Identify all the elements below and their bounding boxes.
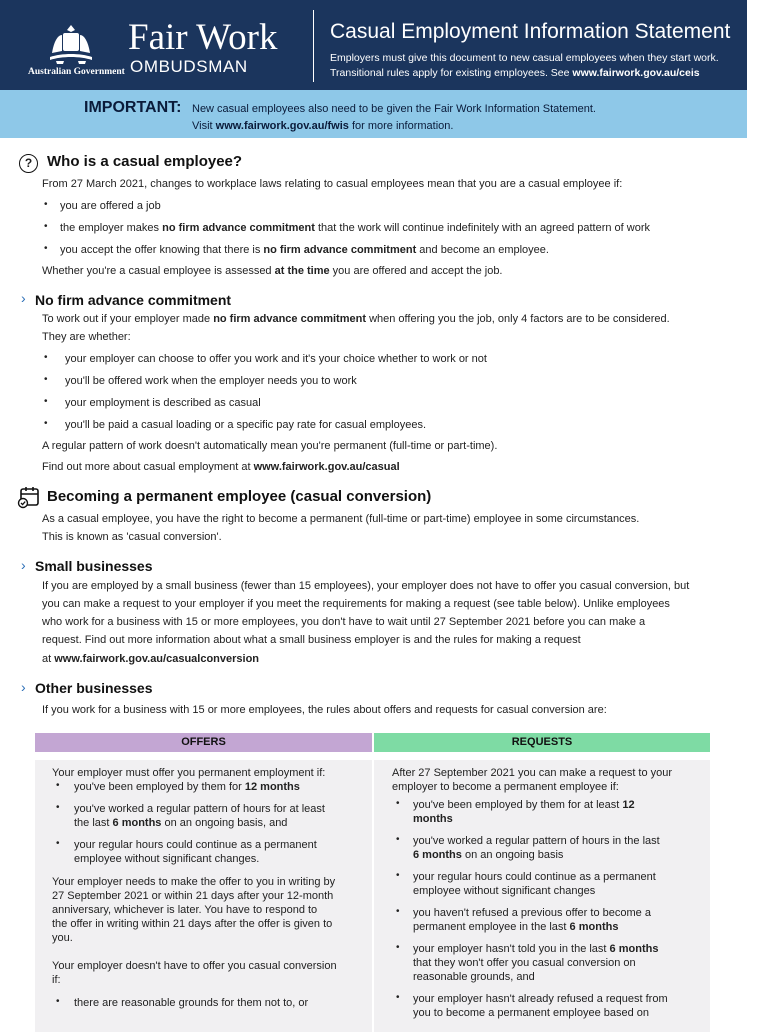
text: your employer hasn't already refused a request from: [413, 993, 668, 1005]
text: and become an employee.: [416, 244, 549, 256]
offers-header: OFFERS: [35, 733, 372, 752]
offers-bullet-4: there are reasonable grounds for them not to, or: [74, 997, 309, 1009]
s3-line1: As a casual employee, you have the right to become a permanent (full-time or part-time) employee in some circumstances.: [42, 513, 640, 525]
text: you are offered and accept the job.: [329, 265, 503, 277]
s1-bullet-2: [60, 222, 650, 234]
offers-bullet-3: [74, 838, 317, 866]
s2-line2: They are whether:: [42, 331, 131, 343]
bullet: •: [56, 802, 60, 813]
section-title-small-businesses: Small businesses: [35, 558, 153, 574]
text: Your employer needs to make the offer to you in writing by: [52, 876, 336, 888]
section-title-no-firm-commitment: No firm advance commitment: [35, 292, 232, 308]
spacer: [35, 752, 372, 760]
text: [413, 812, 635, 826]
important-line2: [192, 118, 596, 135]
text: on an ongoing basis: [461, 849, 564, 861]
text: on an ongoing basis, and: [161, 817, 288, 829]
s1-intro: From 27 March 2021, changes to workplace laws relating to casual employees mean that you are a casual employee if:: [42, 178, 623, 190]
bullet: •: [44, 221, 48, 232]
text: Whether you're a casual employee is assessed: [42, 265, 275, 277]
bullet: •: [396, 942, 400, 953]
bullet: •: [44, 243, 48, 254]
spacer: [374, 752, 710, 760]
s4-line4: request. Find out more information about what a small business employer is and the rules for making a request: [42, 634, 581, 646]
text: that the work will continue indefinitely with an agreed pattern of work: [314, 222, 651, 234]
s1-outro: [42, 265, 503, 277]
s3-line2: This is known as 'casual conversion'.: [42, 531, 222, 543]
text: at: [42, 653, 55, 665]
bullet: •: [396, 870, 400, 881]
text: Find out more about casual employment at: [42, 461, 254, 473]
bold-text: no firm advance commitment: [162, 222, 315, 234]
bullet: •: [44, 352, 48, 363]
text: your regular hours could continue as a permanent: [413, 871, 656, 883]
text: the last: [74, 817, 113, 829]
section-title-casual-conversion: Becoming a permanent employee (casual conversion): [47, 488, 432, 505]
s4-line5: [42, 653, 259, 665]
text: you've worked a regular pattern of hours in the last: [413, 835, 660, 847]
requests-body: [374, 760, 710, 1032]
bullet: •: [44, 374, 48, 385]
important-banner: [0, 90, 747, 138]
s2-line1: [42, 313, 670, 325]
text: Your employer doesn't have to offer you casual conversion: [52, 960, 337, 972]
offers-column: [35, 733, 372, 1032]
text: you've been employed by them for: [74, 781, 245, 793]
text: your regular hours could continue as a permanent: [74, 839, 317, 851]
s2-bullet-2: you'll be offered work when the employer needs you to work: [65, 375, 357, 387]
offers-bullet-1: [74, 780, 300, 794]
bullet: •: [56, 996, 60, 1007]
text: After 27 September 2021 you can make a request to your: [392, 767, 673, 779]
bullet: •: [396, 906, 400, 917]
bold-text: 6 months: [569, 921, 619, 933]
text: [74, 816, 325, 830]
s1-bullet-3: [60, 244, 549, 256]
text: [413, 942, 658, 956]
text: [413, 920, 651, 934]
text: you've worked a regular pattern of hours for at least: [74, 803, 325, 815]
text: To work out if your employer made: [42, 313, 214, 325]
s4-line2: you can make a request to your employer if you meet the requirements for making a request (see table below). Unlike employees: [42, 598, 670, 610]
bullet: •: [44, 418, 48, 429]
requests-bullet-2: [413, 834, 660, 862]
bold-text: no firm advance commitment: [263, 244, 417, 256]
s2-bullet-1: your employer can choose to offer you work and it's your choice whether to work or not: [65, 353, 487, 365]
bullet: •: [396, 834, 400, 845]
important-text: [192, 101, 596, 135]
more-info-text: for more information.: [348, 120, 454, 132]
bold-text: 6 months: [413, 849, 462, 861]
text: [413, 798, 635, 812]
s2-bullet-4: you'll be paid a casual loading or a specific pay rate for casual employees.: [65, 419, 427, 431]
fwis-link[interactable]: www.fairwork.gov.au/fwis: [215, 120, 349, 132]
offers-bullet-2: [74, 802, 325, 830]
s2-para-2: [42, 461, 400, 473]
bullet: •: [56, 780, 60, 791]
text: reasonable grounds, and: [413, 971, 535, 983]
requests-intro: [392, 766, 672, 794]
important-line1: New casual employees also need to be given the Fair Work Information Statement.: [192, 103, 596, 115]
page-title: Casual Employment Information Statement: [330, 20, 731, 43]
question-icon: ?: [19, 154, 38, 173]
brand-subtitle: OMBUDSMAN: [130, 57, 248, 76]
bold-text: 6 months: [112, 817, 162, 829]
bold-text: months: [413, 813, 453, 825]
s2-bullet-3: your employment is described as casual: [65, 397, 261, 409]
text: 27 September 2021 or within 21 days after your 12-month: [52, 890, 334, 902]
text: you've been employed by them for at least: [413, 799, 623, 811]
important-label: IMPORTANT:: [84, 99, 182, 116]
text: anniversary, whichever is later. You have to respond to: [52, 904, 318, 916]
bold-text: 12 months: [244, 781, 300, 793]
bullet: •: [44, 396, 48, 407]
text: employee without significant changes: [413, 885, 596, 897]
bullet: •: [396, 798, 400, 809]
bullet: •: [56, 838, 60, 849]
requests-column: [374, 733, 710, 1032]
text: permanent employee in the last: [413, 921, 570, 933]
government-label: Australian Government: [28, 67, 125, 77]
section-title-other-businesses: Other businesses: [35, 680, 153, 696]
casualconversion-link[interactable]: www.fairwork.gov.au/casualconversion: [54, 653, 260, 665]
text: [413, 848, 660, 862]
header-sub-line1: Employers must give this document to new casual employees when they start work.: [330, 52, 719, 64]
text: that they won't offer you casual conversion on: [413, 957, 636, 969]
requests-bullet-6: [413, 992, 668, 1020]
text: when offering you the job, only 4 factors are to be considered.: [366, 313, 670, 325]
visit-text: Visit: [192, 120, 216, 132]
header-sub-line2: [330, 66, 719, 81]
chevron-right-icon: ›: [21, 290, 26, 306]
s4-line3: who work for a business with 15 or more employees, you don't have to wait until 27 September 2021 before you can make a: [42, 616, 646, 628]
chevron-right-icon: ›: [21, 679, 26, 695]
offers-para-2: [52, 959, 337, 987]
header-divider: [313, 10, 314, 82]
header-sub-text: Transitional rules apply for existing employees. See: [330, 67, 573, 79]
coat-of-arms-icon: [46, 23, 96, 65]
text: the employer makes: [60, 222, 163, 234]
requests-bullet-5: [413, 942, 658, 984]
s1-bullet-1: you are offered a job: [60, 200, 161, 212]
offers-body: [35, 760, 372, 1032]
casual-link[interactable]: www.fairwork.gov.au/casual: [253, 461, 400, 473]
requests-bullet-4: [413, 906, 651, 934]
s5-line1: If you work for a business with 15 or more employees, the rules about offers and requests for casual conversion are:: [42, 704, 607, 716]
bold-text: 12: [622, 799, 635, 811]
requests-header: REQUESTS: [374, 733, 710, 752]
requests-bullet-1: [413, 798, 635, 826]
bullet: •: [44, 199, 48, 210]
header: [0, 0, 747, 90]
offers-intro: Your employer must offer you permanent employment if:: [52, 767, 326, 779]
requests-bullet-3: [413, 870, 656, 898]
text: you accept the offer knowing that there is: [60, 244, 264, 256]
text: you.: [52, 932, 73, 944]
bold-text: 6 months: [609, 943, 659, 955]
text: you haven't refused a previous offer to become a: [413, 907, 651, 919]
s2-para-1: A regular pattern of work doesn't automatically mean you're permanent (full-time or part-time).: [42, 440, 498, 452]
brand-name: Fair Work: [128, 17, 278, 58]
chevron-right-icon: ›: [21, 557, 26, 573]
text: employer to become a permanent employee if:: [392, 781, 619, 793]
bold-text: at the time: [274, 265, 330, 277]
text: if:: [52, 974, 61, 986]
header-subtitle: [330, 51, 719, 81]
text: employee without significant changes.: [74, 853, 260, 865]
offers-para-1: [52, 875, 335, 945]
ceis-link[interactable]: www.fairwork.gov.au/ceis: [572, 67, 700, 79]
bullet: •: [396, 992, 400, 1003]
text: the offer in writing within 21 days after the offer is given to: [52, 918, 333, 930]
text: your employer hasn't told you in the last: [413, 943, 610, 955]
text: you to become a permanent employee based on: [413, 1007, 650, 1019]
s4-line1: If you are employed by a small business (fewer than 15 employees), your employer does not have to offer you casual conversion, but: [42, 580, 690, 592]
section-title-casual-employee: Who is a casual employee?: [47, 153, 243, 170]
bold-text: no firm advance commitment: [213, 313, 367, 325]
calendar-check-icon: [17, 485, 41, 509]
